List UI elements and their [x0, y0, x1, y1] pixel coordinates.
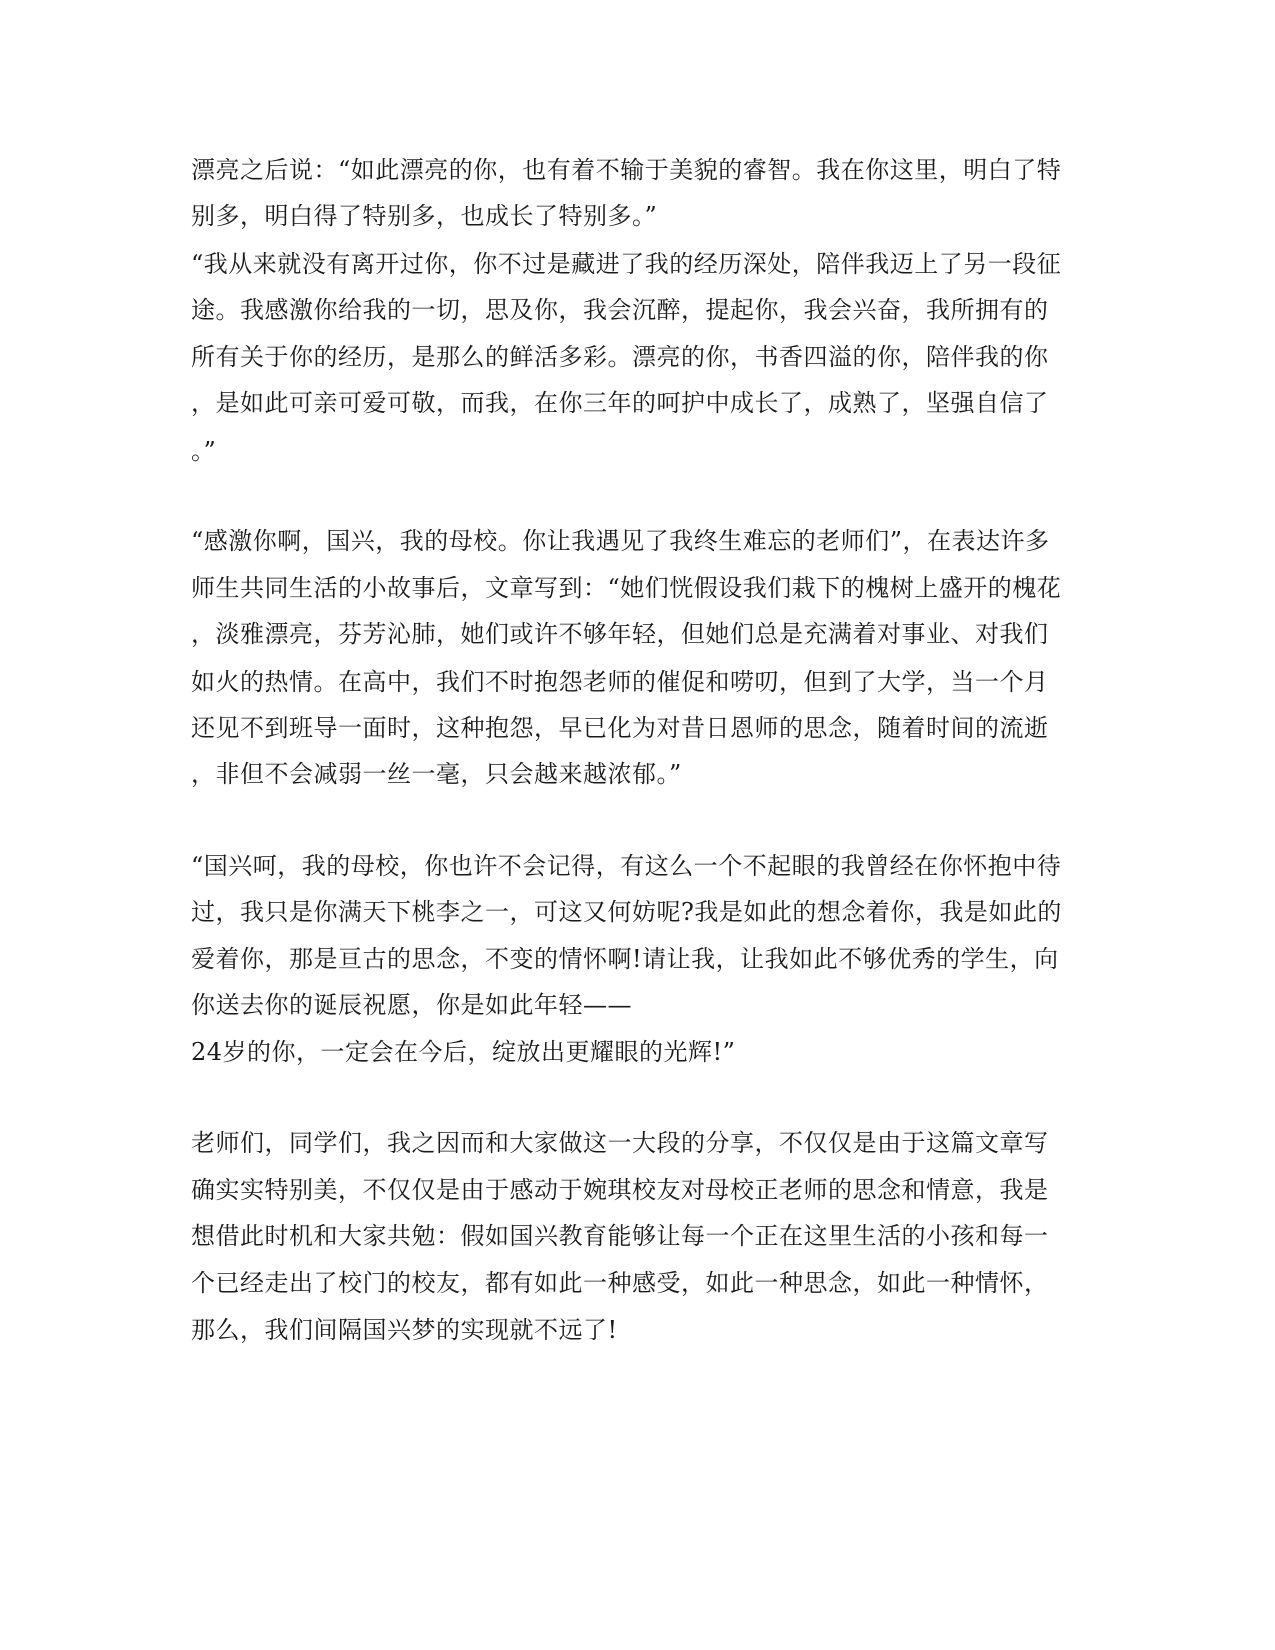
text-line: 。” [191, 437, 217, 465]
text-line: 师生共同生活的小故事后，文章写到：“她们恍假设我们栽下的槐树上盛开的槐花 [191, 574, 1062, 602]
text-line: “感激你啊，国兴，我的母校。你让我遇见了我终生难忘的老师们”，在表达许多 [191, 527, 1050, 555]
text-line: ，淡雅漂亮，芬芳沁肺，她们或许不够年轻，但她们总是充满着对事业、对我们 [191, 620, 1049, 648]
text-line: “我从来就没有离开过你，你不过是藏进了我的经历深处，陪伴我迈上了另一段征 [191, 250, 1062, 278]
text-line: 过，我只是你满天下桃李之一，可这又何妨呢?我是如此的想念着你，我是如此的 [191, 898, 1062, 926]
text-line: 想借此时机和大家共勉：假如国兴教育能够让每一个正在这里生活的小孩和每一 [191, 1222, 1049, 1250]
text-line: 确实实特别美，不仅仅是由于感动于婉琪校友对母校正老师的思念和情意，我是 [191, 1176, 1049, 1204]
text-line: 个已经走出了校门的校友，都有如此一种感受，如此一种思念，如此一种情怀， [191, 1269, 1049, 1297]
text-line: 如火的热情。在高中，我们不时抱怨老师的催促和唠叨，但到了大学，当一个月 [191, 668, 1049, 696]
text-line: 24岁的你，一定会在今后，绽放出更耀眼的光辉!” [191, 1038, 736, 1066]
text-line: 还见不到班导一面时，这种抱怨，早已化为对昔日恩师的思念，随着时间的流逝 [191, 714, 1049, 742]
text-line: 爱着你，那是亘古的思念，不变的情怀啊!请让我，让我如此不够优秀的学生，向 [191, 945, 1059, 973]
text-line: 别多，明白得了特别多，也成长了特别多。” [191, 202, 658, 230]
text-line: 那么，我们间隔国兴梦的实现就不远了! [191, 1316, 618, 1344]
text-line: 途。我感激你给我的一切，思及你，我会沉醉，提起你，我会兴奋，我所拥有的 [191, 296, 1049, 324]
text-line: ，是如此可亲可爱可敬，而我，在你三年的呵护中成长了，成熟了，坚强自信了 [191, 389, 1049, 417]
text-line: 漂亮之后说：“如此漂亮的你，也有着不输于美貌的睿智。我在你这里，明白了特 [191, 156, 1062, 184]
text-line: “国兴呵，我的母校，你也许不会记得，有这么一个不起眼的我曾经在你怀抱中待 [191, 852, 1062, 880]
text-line: 你送去你的诞辰祝愿，你是如此年轻—— [191, 991, 632, 1019]
text-line: 老师们，同学们，我之因而和大家做这一大段的分享，不仅仅是由于这篇文章写 [191, 1129, 1049, 1157]
text-line: 所有关于你的经历，是那么的鲜活多彩。漂亮的你，书香四溢的你，陪伴我的你 [191, 343, 1049, 371]
text-line: ，非但不会减弱一丝一毫，只会越来越浓郁。” [191, 760, 682, 788]
